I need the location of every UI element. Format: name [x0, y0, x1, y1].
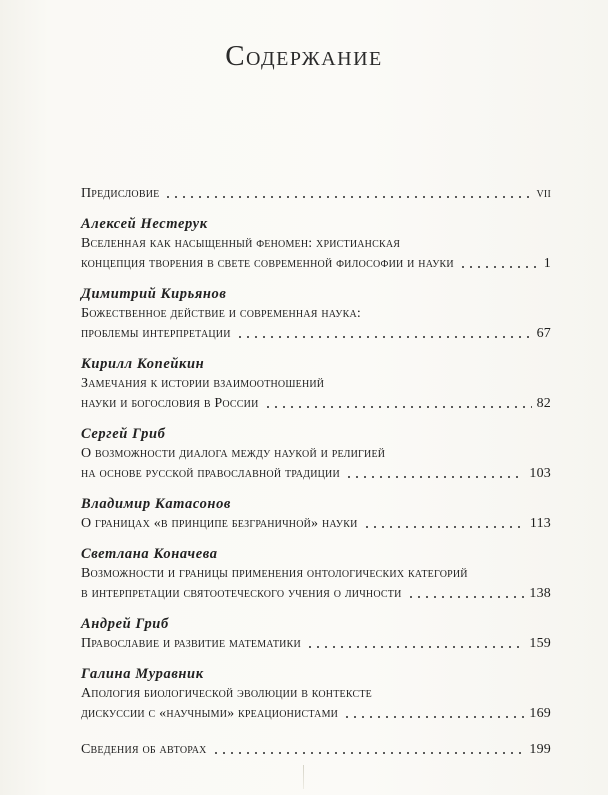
toc-entry-title-line: концепция творения в свете современной философии и науки: [81, 256, 454, 271]
toc-entry-title-line: Вселенная как насыщенный феномен: христианская: [81, 236, 401, 251]
leader-dots: [363, 525, 525, 529]
toc-authors-info[interactable]: [81, 740, 551, 760]
toc-entry[interactable]: [81, 214, 551, 274]
toc-entry-last-line: [81, 464, 551, 484]
toc-page-number: 113: [529, 516, 551, 531]
toc-entry-last-line: [81, 704, 551, 724]
toc-entry-title-line: О границах «в принципе безграничной» науки: [81, 516, 358, 531]
toc-page-number: 138: [529, 586, 551, 601]
toc-entry-title-line: Божественное действие и современная наука:: [81, 306, 361, 321]
toc-entry[interactable]: [81, 354, 551, 414]
toc-entry-last-line: [81, 514, 551, 534]
toc-entry-title-line: О возможности диалога между наукой и религией: [81, 446, 386, 461]
toc-entry[interactable]: [81, 664, 551, 724]
toc-entry-title-line: Замечания к истории взаимоотношений: [81, 376, 325, 391]
toc-author: Сергей Гриб: [81, 426, 166, 442]
leader-dots: [343, 715, 524, 719]
toc-entry-title-line: в интерпретации святоотеческого учения о личности: [81, 586, 402, 601]
toc-author: Светлана Коначева: [81, 546, 218, 562]
table-of-contents: [81, 184, 551, 760]
leader-dots: [236, 335, 532, 339]
toc-page-number: 82: [536, 396, 551, 411]
leader-dots: [164, 195, 531, 199]
leader-dots: [306, 645, 525, 649]
toc-page-number: vii: [536, 186, 551, 201]
toc-entry-title-line: Апология биологической эволюции в контексте: [81, 686, 372, 701]
toc-page-number: 67: [536, 326, 551, 341]
toc-entry-last-line: [81, 394, 551, 414]
toc-author: Алексей Нестерук: [81, 216, 208, 232]
toc-entry-title-line: дискуссии с «научными» креационистами: [81, 706, 339, 721]
leader-dots: [407, 595, 525, 599]
leader-dots: [212, 751, 525, 755]
toc-entry[interactable]: [81, 424, 551, 484]
toc-author: Владимир Катасонов: [81, 496, 232, 512]
toc-page-number: 199: [529, 742, 551, 757]
leader-dots: [345, 475, 524, 479]
toc-entry-title: Сведения об авторах: [81, 742, 207, 757]
toc-author: Галина Муравник: [81, 666, 204, 682]
toc-entry-last-line: [81, 584, 551, 604]
toc-entry[interactable]: [81, 494, 551, 534]
toc-entry-title-line: Возможности и границы применения онтологических категорий: [81, 566, 468, 581]
toc-entry[interactable]: [81, 544, 551, 604]
toc-entry-last-line: [81, 324, 551, 344]
toc-page-number: 1: [543, 256, 551, 271]
toc-author: Димитрий Кирьянов: [81, 286, 227, 302]
leader-dots: [264, 405, 532, 409]
toc-author: Кирилл Копейкин: [81, 356, 205, 372]
toc-entry-title-line: на основе русской православной традиции: [81, 466, 340, 481]
toc-entry-title-line: науки и богословия в России: [81, 396, 259, 411]
toc-page-number: 103: [529, 466, 551, 481]
toc-page-number: 169: [529, 706, 551, 721]
toc-entry-title-line: проблемы интерпретации: [81, 326, 231, 341]
toc-entry-last-line: [81, 254, 551, 274]
toc-author: Андрей Гриб: [81, 616, 169, 632]
toc-entry-title-line: Православие и развитие математики: [81, 636, 301, 651]
page-title: Содержание: [225, 40, 383, 72]
toc-entry-title: Предисловие: [81, 186, 160, 201]
binding-mark: [303, 765, 304, 789]
toc-entry-last-line: [81, 634, 551, 654]
leader-dots: [459, 265, 539, 269]
toc-page-number: 159: [529, 636, 551, 651]
toc-preface[interactable]: [81, 184, 551, 204]
toc-entry[interactable]: [81, 284, 551, 344]
toc-entry[interactable]: [81, 614, 551, 654]
